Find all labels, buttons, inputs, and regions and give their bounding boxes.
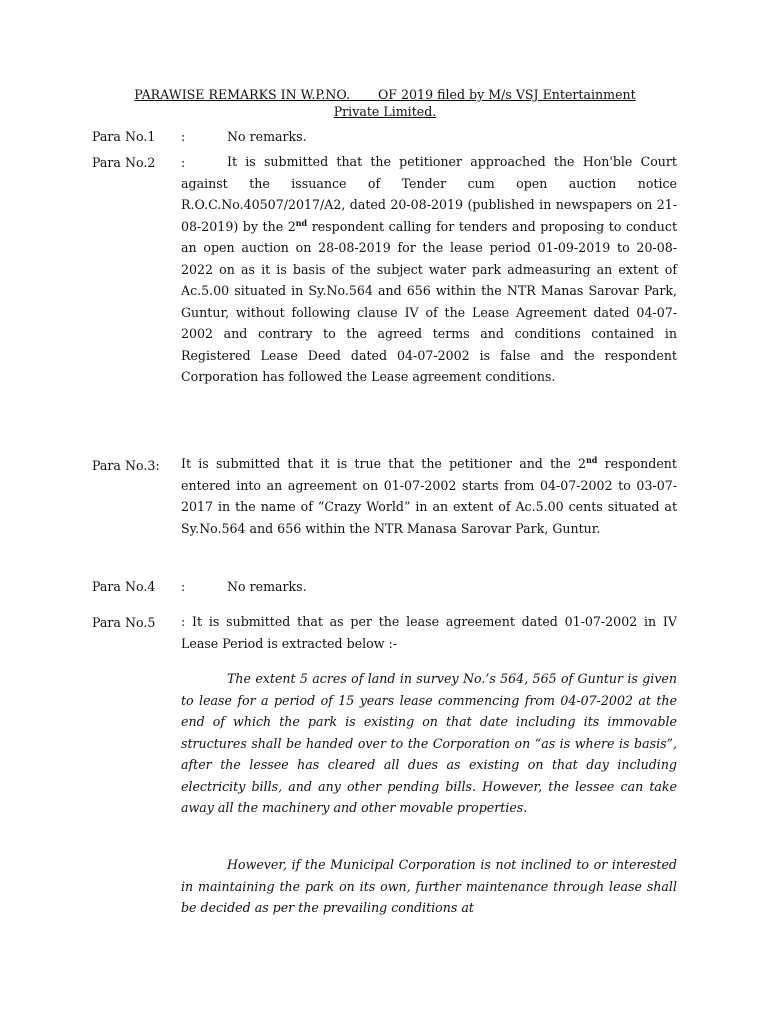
para-2-superscript: nd [295,217,308,228]
heading-line-1: PARAWISE REMARKS IN W.P.NO. OF 2019 filed by M/s VSJ Entertainment [134,87,636,102]
para-4-colon: : [181,579,186,594]
para-3-label: Para No.3: [92,458,160,473]
para-2-text-part2: respondent calling for tenders and proposing to conduct an open auction on 28-08-2019 for the lease period 01-09-2019 to 20-08-2022 on as it is basis of the subject water park admeasuring an extent of Ac.5.00 situated in Sy.No.564 and 656 within the NTR Manas Sarovar Park, Guntur, without following clause IV of the Lease Agreement dated 04-07-2002 and contrary to the agreed terms and conditions contained in Registered Lease Deed dated 04-07-2002 is false and the respondent Corporation has followed the Lease agreement conditions. [181,218,677,384]
heading-line-2: Private Limited. [333,104,437,119]
para-5-text: : It is submitted that as per the lease agreement dated 01-07-2002 in IV Lease Period is extracted below :- [181,614,677,651]
para-3-text-part1: It is submitted that it is true that the petitioner and the 2 [181,456,586,471]
para-3-body [181,453,677,539]
document-heading [92,86,678,120]
para-5-quote-2 [181,854,677,919]
para-4-label: Para No.4 [92,579,156,594]
para-1-colon: : [181,129,186,144]
para-1-text: No remarks. [227,129,307,144]
para-2-colon: : [181,155,186,170]
para-5-quote-1-text: The extent 5 acres of land in survey No.’s 564, 565 of Guntur is given to lease for a period of 15 years lease commencing from 04-07-2002 at the end of which the park is existing on that date including its immovable structures shall be handed over to the Corporation on “as is where is basis”, after the lessee has cleared all dues as existing on that day including electricity bills, and any other pending bills. However, the lessee can take away all the machinery and other movable properties. [181,671,677,815]
para-3-superscript: nd [585,454,598,465]
para-2-body [181,151,677,388]
para-2-label: Para No.2 [92,155,156,170]
para-5-quote-1 [181,668,677,819]
para-3-text-part2: respondent entered into an agreement on 01-07-2002 starts from 04-07-2002 to 03-07-2017 in the name of “Crazy World” in an extent of Ac.5.00 cents situated at Sy.No.564 and 656 within the NTR Manasa Sarovar Park, Guntur. [181,456,677,536]
para-2-text-part1: It is submitted that the petitioner approached the Hon'ble Court against the issuance of Tender cum open auction notice R.O.C.No.40507/2017/A2, dated 20-08-2019 (published in newspapers on 21-08-2019) by the 2 [181,154,677,234]
para-1-label: Para No.1 [92,129,156,144]
para-4-text: No remarks. [227,579,307,594]
para-5-quote-2-text: However, if the Municipal Corporation is not inclined to or interested in maintaining the park on its own, further maintenance through lease shall be decided as per the prevailing conditions at [181,857,677,915]
para-5-label: Para No.5 [92,615,156,630]
